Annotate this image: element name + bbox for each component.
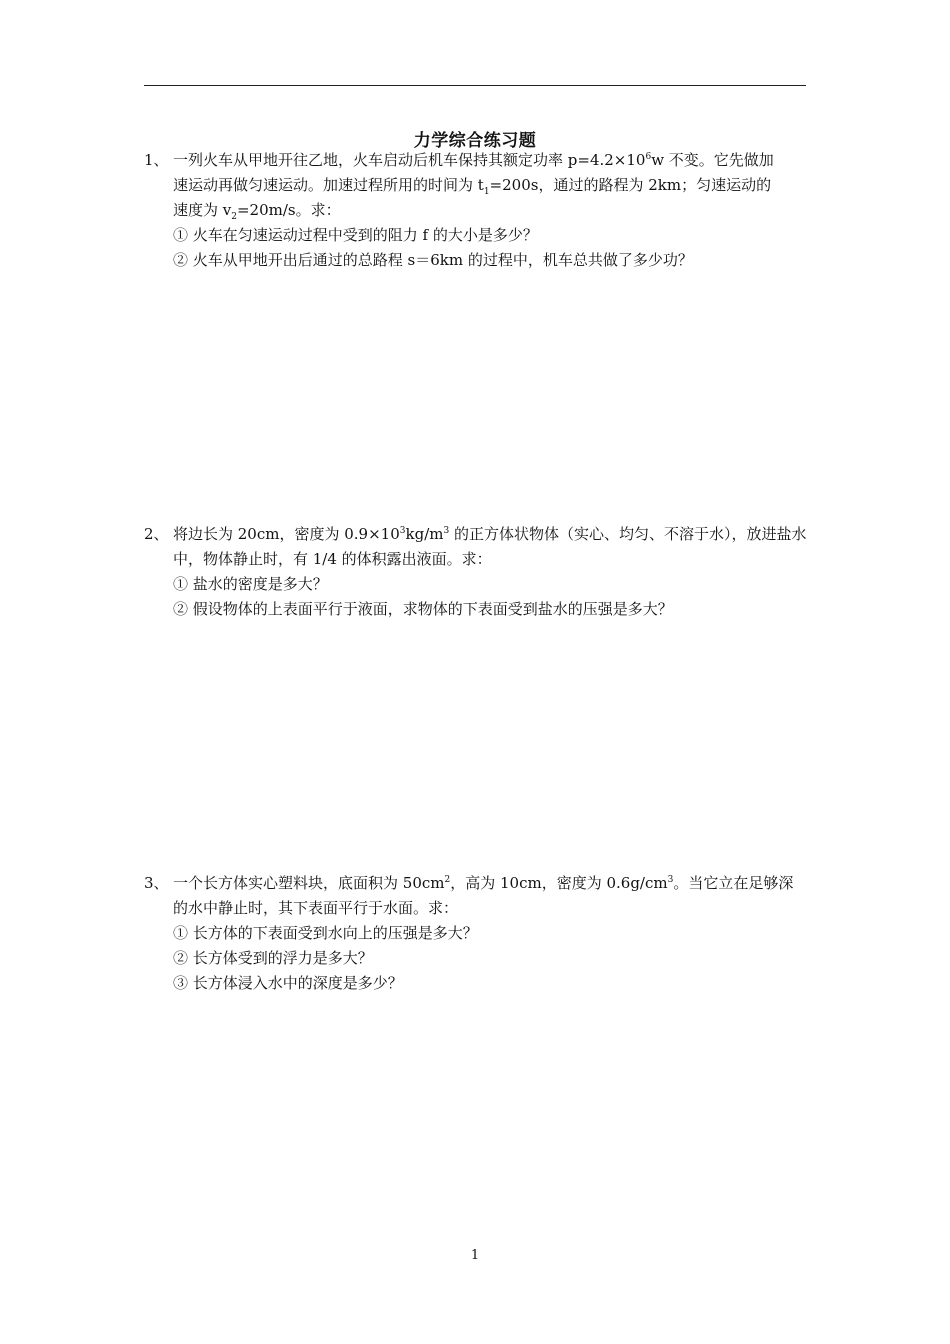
question-text-continued: 速运动再做匀速运动。加速过程所用的时间为 $t_1=200s$，通过的路程为 2km；匀速运动的 bbox=[173, 176, 772, 197]
question-number: 2、 bbox=[144, 525, 169, 543]
question-text: 将边长为 20cm，密度为 $0.9\times 10^3kg/m^3$ 的正方体状物体（实心、均匀、不溶于水），放进盐水 bbox=[173, 525, 807, 543]
question-number: 1、 bbox=[144, 151, 169, 169]
page-number: 1 bbox=[470, 1248, 480, 1263]
sub-question-2: ② 火车从甲地开出后通过的总路程 s＝6km 的过程中，机车总共做了多少功？ bbox=[173, 251, 693, 269]
question-number: 3、 bbox=[144, 874, 169, 892]
question-text-continued: 速度为 $v_2=20m/s$。求： bbox=[173, 201, 341, 222]
question-text: 一个长方体实心塑料块，底面积为 $50cm^2$，高为 10cm，密度为 $0.6g/cm^3$。当它立在足够深 bbox=[173, 874, 794, 892]
header-rule bbox=[144, 85, 806, 86]
question-text: 一列火车从甲地开往乙地，火车启动后机车保持其额定功率 $p=4.2\times 10^6w$ 不变。它先做加 bbox=[173, 151, 774, 169]
document-title: 力学综合练习题 bbox=[413, 131, 537, 151]
question-text-continued: 的水中静止时，其下表面平行于水面。求： bbox=[173, 899, 459, 917]
question-3 bbox=[144, 871, 806, 996]
sub-question-3: ③ 长方体浸入水中的深度是多少？ bbox=[173, 974, 403, 992]
sub-question-1: ① 火车在匀速运动过程中受到的阻力 f 的大小是多少？ bbox=[173, 226, 538, 244]
sub-question-1: ① 长方体的下表面受到水向上的压强是多大？ bbox=[173, 924, 478, 942]
sub-question-1: ① 盐水的密度是多大？ bbox=[173, 575, 328, 593]
question-2 bbox=[144, 522, 806, 622]
sub-question-2: ② 长方体受到的浮力是多大？ bbox=[173, 949, 373, 967]
sub-question-2: ② 假设物体的上表面平行于液面，求物体的下表面受到盐水的压强是多大？ bbox=[173, 600, 673, 618]
question-1 bbox=[144, 148, 806, 273]
question-text-continued: 中，物体静止时，有 1/4 的体积露出液面。求： bbox=[173, 550, 492, 568]
